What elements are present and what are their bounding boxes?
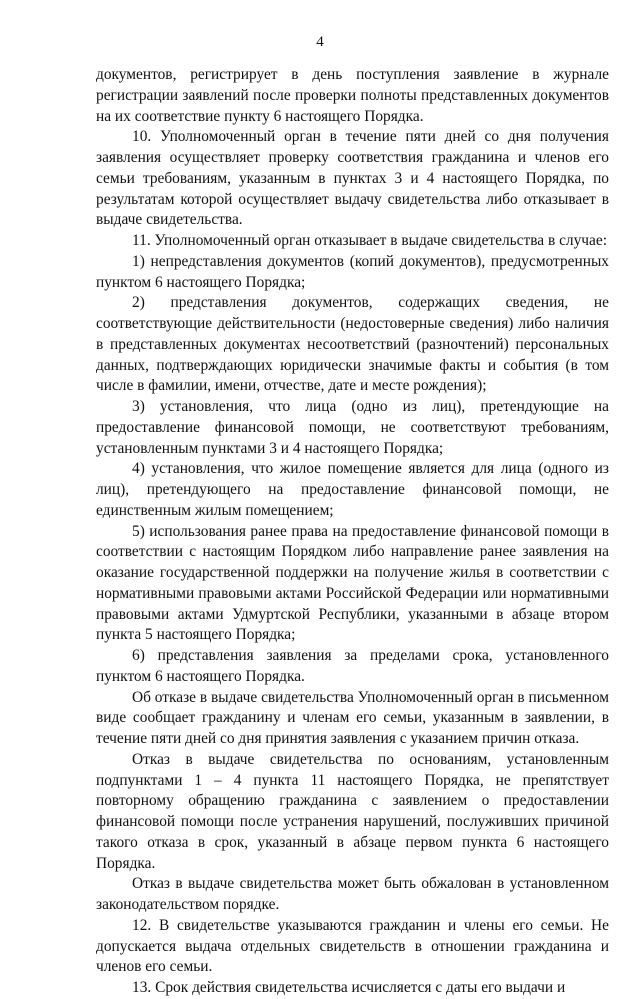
paragraph-refusal-reapply: Отказ в выдаче свидетельства по основаниям, установленным подпунктами 1 – 4 пункта 11 настоящего Порядка, не препятствует повторному обращению гражданина с заявлением о предоставлении финансовой помощи после устранения нарушений, послуживших причиной такого отказа в срок, указанный в абзаце первом пункта 6 настоящего Порядка. (96, 750, 609, 872)
paragraph-refusal-appeal: Отказ в выдаче свидетельства может быть обжалован в установленном законодательством порядке. (96, 875, 609, 913)
paragraph-item-13: 13. Срок действия свидетельства исчисляется с даты его выдачи и (132, 979, 566, 996)
paragraph-continuation: документов, регистрирует в день поступления заявление в журнале регистрации заявлений после проверки полноты представленных документов на их соответствие пункту 6 настоящего Порядка. (96, 66, 609, 125)
paragraph-item-10: 10. Уполномоченный орган в течение пяти дней со дня получения заявления осуществляет проверку соответствия гражданина и членов его семьи требованиям, указанным в пунктах 3 и 4 настоящего Порядка, по результатам которой осуществляет выдачу свидетельства либо отказывает в выдаче свидетельства. (96, 128, 609, 229)
paragraph-item-11: 11. Уполномоченный орган отказывает в выдаче свидетельства в случае: (132, 232, 607, 249)
paragraph-item-12: 12. В свидетельстве указываются гражданин и члены его семьи. Не допускается выдача отдельных свидетельств в отношении гражданина и членов его семьи. (96, 916, 609, 976)
paragraph-subitem-6: 6) представления заявления за пределами срока, установленного пунктом 6 настоящего Порядка. (96, 647, 609, 685)
document-body (96, 65, 609, 999)
paragraph-subitem-3: 3) установления, что лица (одно из лиц), претендующие на предоставление финансовой помощи, не соответствуют требованиям, установленным пунктами 3 и 4 настоящего Порядка; (96, 398, 609, 457)
paragraph-subitem-4: 4) установления, что жилое помещение является для лица (одного из лиц), претендующего на предоставление финансовой помощи, не единственным жилым помещением; (96, 460, 609, 519)
page-number: 4 (316, 34, 324, 50)
paragraph-subitem-5: 5) использования ранее права на предоставление финансовой помощи в соответствии с настоящим Порядком либо направление ранее заявления на оказание государственной поддержки на получение жилья в соответствии с нормативными правовыми актами Российской Федерации или нормативными правовыми актами Удмуртской Республики, указанными в абзаце втором пункта 5 настоящего Порядка; (96, 522, 609, 644)
paragraph-subitem-1: 1) непредставления документов (копий документов), предусмотренных пунктом 6 настоящего Порядка; (96, 252, 609, 291)
paragraph-refusal-notice: Об отказе в выдаче свидетельства Уполномоченный орган в письменном виде сообщает гражданину и членам его семьи, указанным в заявлении, в течение пяти дней со дня принятия заявления с указанием причин отказа. (96, 688, 609, 747)
paragraph-subitem-2: 2) представления документов, содержащих сведения, не соответствующие действительности (недостоверные сведения) либо наличия в представленных документах несоответствий (разночтений) персональных данных, подтверждающих юридически значимые факты и события (в том числе в фамилии, имени, отчестве, дате и месте рождения); (96, 294, 609, 395)
